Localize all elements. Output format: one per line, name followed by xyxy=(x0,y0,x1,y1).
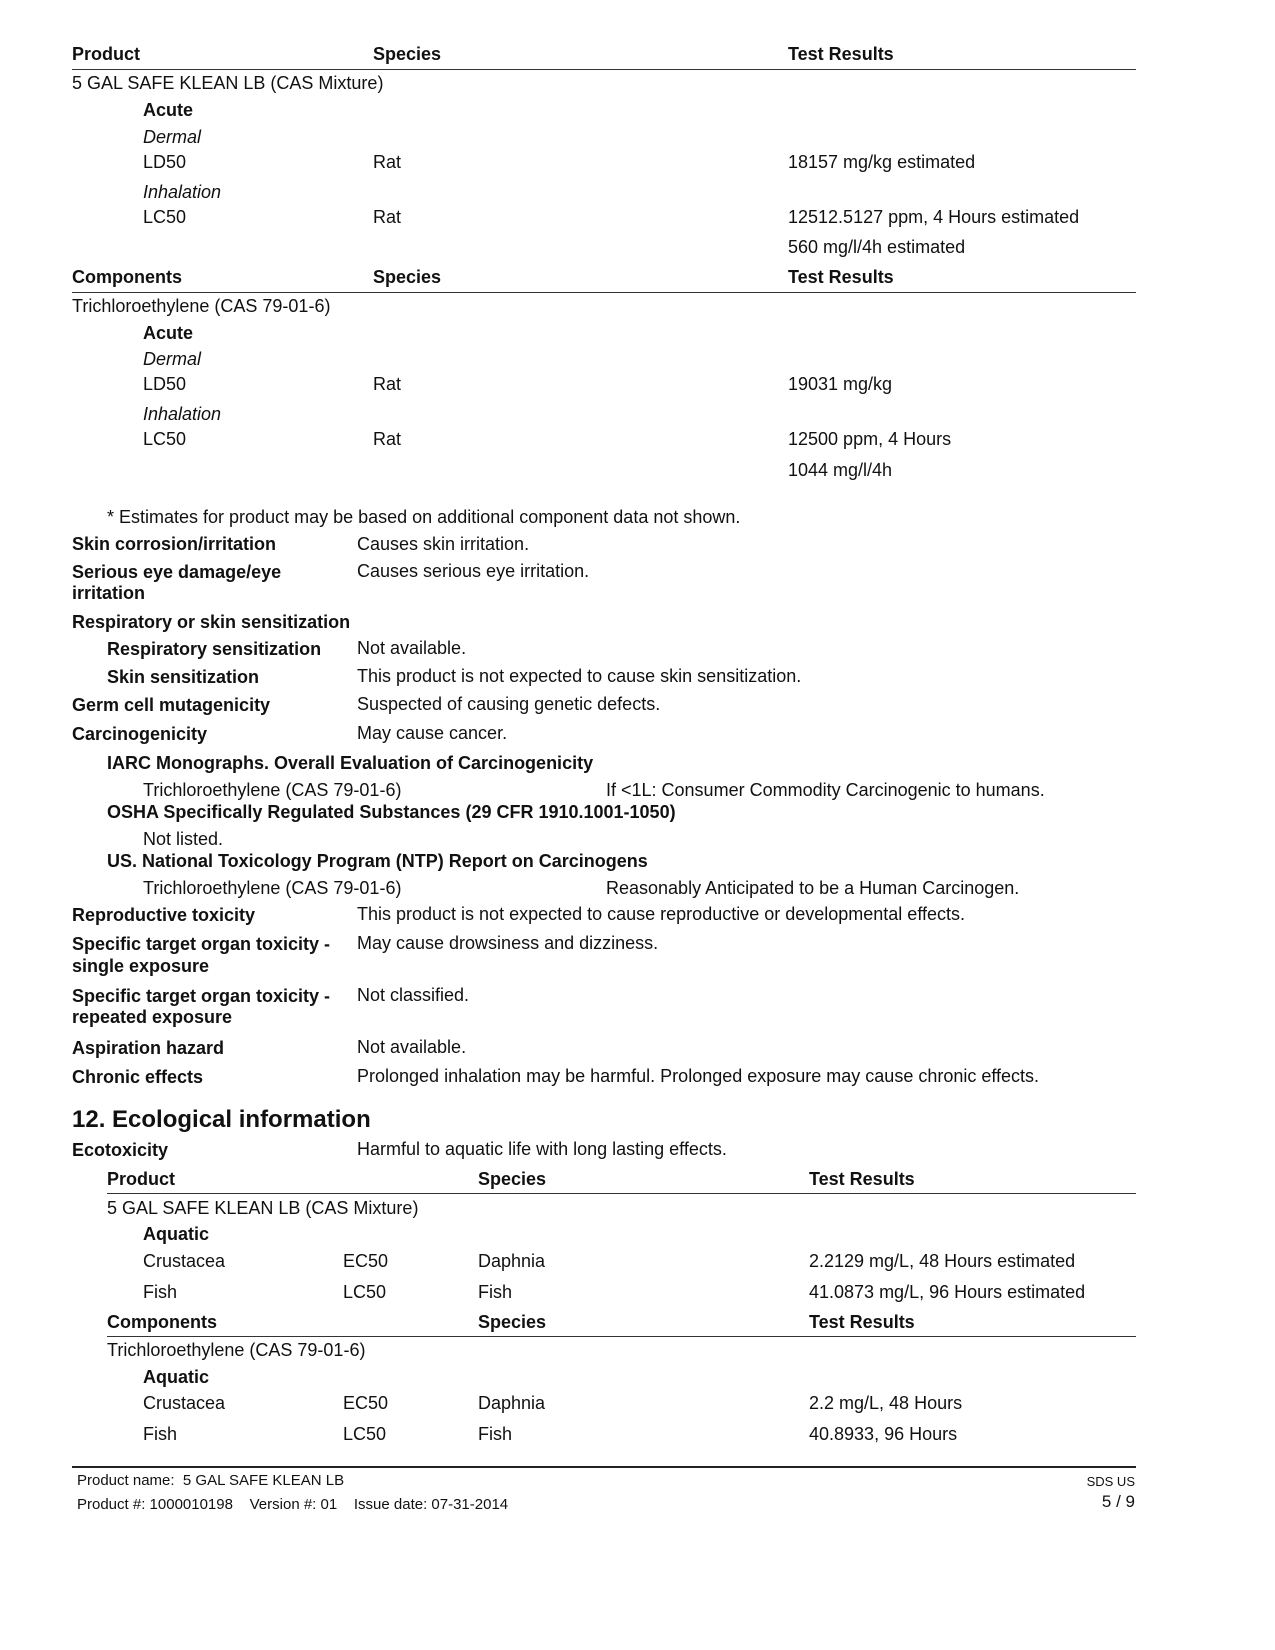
iarc-value: If <1L: Consumer Commodity Carcinogenic to humans. xyxy=(606,780,1045,800)
test-type: LC50 xyxy=(343,1282,387,1302)
hazard-label: Reproductive toxicity xyxy=(72,905,256,925)
osha-heading: OSHA Specifically Regulated Substances (29 CFR 1910.1001-1050) xyxy=(107,802,676,822)
osha-value: Not listed. xyxy=(143,829,224,849)
hazard-value: May cause cancer. xyxy=(357,723,508,743)
iarc-heading: IARC Monographs. Overall Evaluation of Carcinogenicity xyxy=(107,753,594,773)
hazard-label: single exposure xyxy=(72,956,210,976)
hazard-value: This product is not expected to cause reproductive or developmental effects. xyxy=(357,904,966,924)
result-value: 2.2 mg/L, 48 Hours xyxy=(809,1393,963,1413)
species-value: Rat xyxy=(373,207,402,227)
organism-type: Crustacea xyxy=(143,1393,226,1413)
route-label: Dermal xyxy=(143,127,202,147)
result-value: 19031 mg/kg xyxy=(788,374,893,394)
ecotoxicity-label: Ecotoxicity xyxy=(72,1140,169,1160)
result-value: 560 mg/l/4h estimated xyxy=(788,237,966,257)
col-header-results: Test Results xyxy=(788,44,894,64)
ntp-value: Reasonably Anticipated to be a Human Carcinogen. xyxy=(606,878,1020,898)
result-value: 2.2129 mg/L, 48 Hours estimated xyxy=(809,1251,1076,1271)
result-value: 40.8933, 96 Hours xyxy=(809,1424,958,1444)
hazard-label: irritation xyxy=(72,583,146,603)
hazard-label: repeated exposure xyxy=(72,1007,233,1027)
component-name: Trichloroethylene (CAS 79-01-6) xyxy=(107,1340,366,1360)
hazard-label: Serious eye damage/eye xyxy=(72,562,282,582)
table-header-rule xyxy=(72,292,1136,293)
species-value: Daphnia xyxy=(478,1393,546,1413)
species-value: Rat xyxy=(373,429,402,449)
hazard-sublabel: Skin sensitization xyxy=(107,667,260,687)
footer-doc-type: SDS US xyxy=(1086,1474,1135,1489)
hazard-value: Suspected of causing genetic defects. xyxy=(357,694,661,714)
hazard-value: This product is not expected to cause skin sensitization. xyxy=(357,666,802,686)
hazard-label: Chronic effects xyxy=(72,1067,204,1087)
hazard-label: Respiratory or skin sensitization xyxy=(72,612,351,632)
product-name: 5 GAL SAFE KLEAN LB (CAS Mixture) xyxy=(72,73,384,93)
ecotoxicity-value: Harmful to aquatic life with long lasting effects. xyxy=(357,1139,727,1159)
organism-type: Crustacea xyxy=(143,1251,226,1271)
page-number: 5 / 9 xyxy=(1101,1492,1135,1511)
col-header-species: Species xyxy=(478,1169,547,1189)
footer-product-info: Product #: 1000010198 Version #: 01 Issue date: 07-31-2014 xyxy=(77,1496,509,1513)
test-type: EC50 xyxy=(343,1251,389,1271)
hazard-label: Aspiration hazard xyxy=(72,1038,225,1058)
col-header-components: Components xyxy=(72,267,182,287)
test-type: LC50 xyxy=(143,429,187,449)
table-header-rule xyxy=(72,69,1136,70)
hazard-label: Specific target organ toxicity - xyxy=(72,934,331,954)
col-header-product: Product xyxy=(107,1169,176,1189)
species-value: Fish xyxy=(478,1424,513,1444)
hazard-value: Not available. xyxy=(357,1037,467,1057)
category-label: Acute xyxy=(143,100,194,120)
species-value: Fish xyxy=(478,1282,513,1302)
result-value: 12512.5127 ppm, 4 Hours estimated xyxy=(788,207,1080,227)
col-header-results: Test Results xyxy=(809,1312,915,1332)
test-type: LD50 xyxy=(143,374,187,394)
hazard-value: Not classified. xyxy=(357,985,470,1005)
test-type: LD50 xyxy=(143,152,187,172)
product-name: 5 GAL SAFE KLEAN LB (CAS Mixture) xyxy=(107,1198,419,1218)
hazard-label: Germ cell mutagenicity xyxy=(72,695,271,715)
result-value: 12500 ppm, 4 Hours xyxy=(788,429,952,449)
table-header-rule xyxy=(107,1336,1136,1337)
test-type: EC50 xyxy=(343,1393,389,1413)
hazard-value: May cause drowsiness and dizziness. xyxy=(357,933,659,953)
result-value: 18157 mg/kg estimated xyxy=(788,152,976,172)
test-type: LC50 xyxy=(143,207,187,227)
col-header-components: Components xyxy=(107,1312,217,1332)
species-value: Rat xyxy=(373,374,402,394)
hazard-value: Not available. xyxy=(357,638,467,658)
hazard-value: Prolonged inhalation may be harmful. Prolonged exposure may cause chronic effects. xyxy=(357,1066,1040,1086)
hazard-label: Specific target organ toxicity - xyxy=(72,986,331,1006)
hazard-value: Causes skin irritation. xyxy=(357,534,530,554)
test-type: LC50 xyxy=(343,1424,387,1444)
species-value: Rat xyxy=(373,152,402,172)
col-header-results: Test Results xyxy=(809,1169,915,1189)
species-value: Daphnia xyxy=(478,1251,546,1271)
hazard-sublabel: Respiratory sensitization xyxy=(107,639,322,659)
route-label: Inhalation xyxy=(143,182,222,202)
hazard-value: Causes serious eye irritation. xyxy=(357,561,590,581)
col-header-product: Product xyxy=(72,44,141,64)
hazard-label: Carcinogenicity xyxy=(72,724,208,744)
iarc-substance: Trichloroethylene (CAS 79-01-6) xyxy=(143,780,402,800)
col-header-species: Species xyxy=(373,267,442,287)
result-value: 41.0873 mg/L, 96 Hours estimated xyxy=(809,1282,1086,1302)
hazard-label: Skin corrosion/irritation xyxy=(72,534,277,554)
organism-type: Fish xyxy=(143,1424,178,1444)
result-value: 1044 mg/l/4h xyxy=(788,460,893,480)
category-label: Aquatic xyxy=(143,1367,210,1387)
route-label: Dermal xyxy=(143,349,202,369)
table-header-rule xyxy=(107,1193,1136,1194)
col-header-species: Species xyxy=(373,44,442,64)
organism-type: Fish xyxy=(143,1282,178,1302)
footer-product-name: Product name: 5 GAL SAFE KLEAN LB xyxy=(77,1472,345,1489)
col-header-species: Species xyxy=(478,1312,547,1332)
estimates-footnote: * Estimates for product may be based on additional component data not shown. xyxy=(107,507,741,527)
route-label: Inhalation xyxy=(143,404,222,424)
footer-rule xyxy=(72,1466,1136,1468)
section-title: 12. Ecological information xyxy=(72,1106,371,1133)
ntp-substance: Trichloroethylene (CAS 79-01-6) xyxy=(143,878,402,898)
component-name: Trichloroethylene (CAS 79-01-6) xyxy=(72,296,331,316)
category-label: Acute xyxy=(143,323,194,343)
col-header-results: Test Results xyxy=(788,267,894,287)
category-label: Aquatic xyxy=(143,1224,210,1244)
ntp-heading: US. National Toxicology Program (NTP) Report on Carcinogens xyxy=(107,851,648,871)
